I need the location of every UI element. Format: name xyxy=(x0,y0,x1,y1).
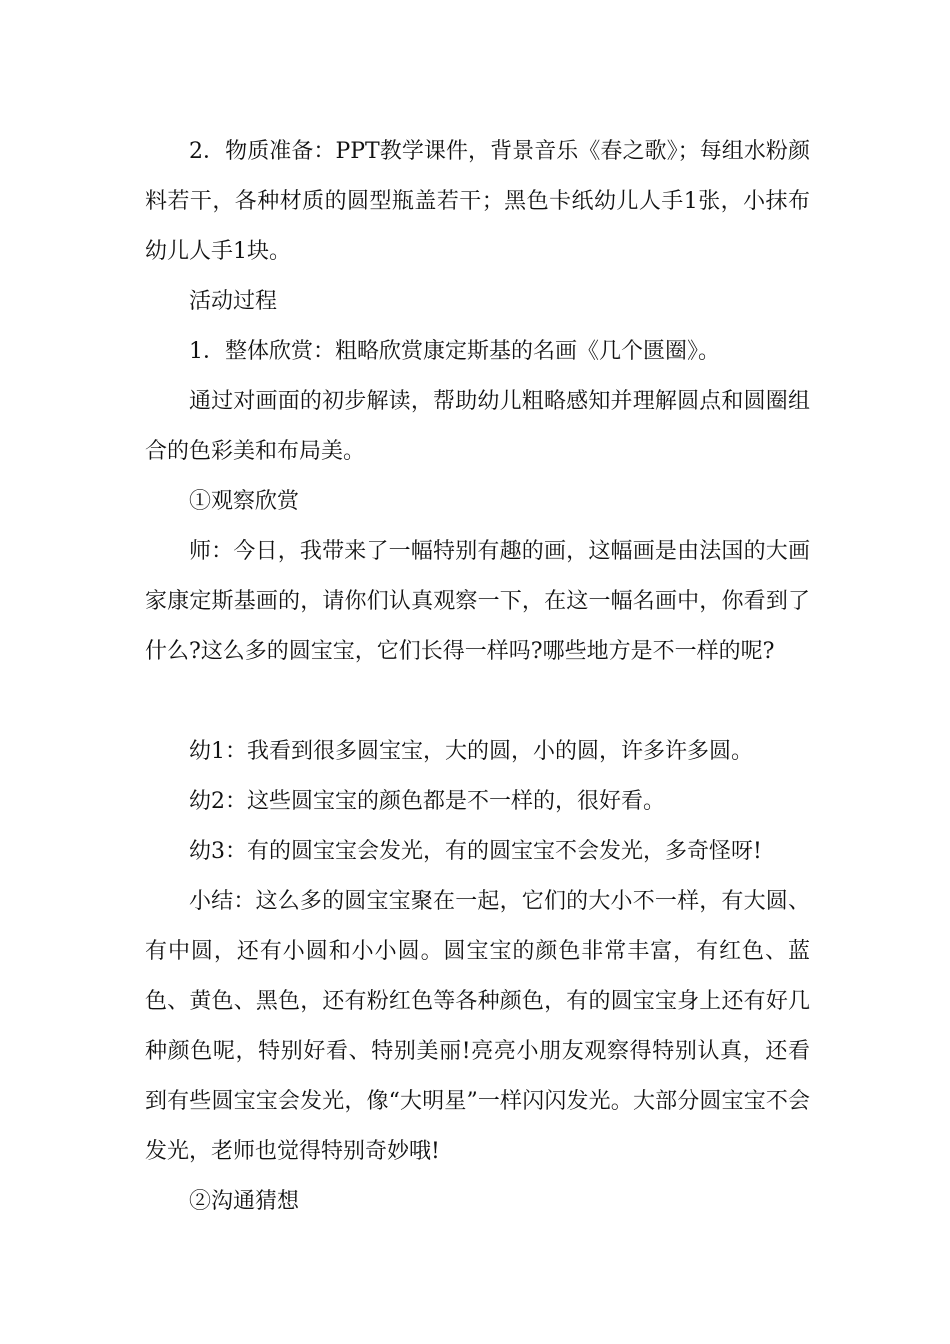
heading-observe-appreciate: ①观察欣赏 xyxy=(189,489,300,514)
paragraph-child-2: 幼2：这些圆宝宝的颜色都是不一样的，很好看。 xyxy=(189,789,665,814)
paragraph-summary: 小结：这么多的圆宝宝聚在一起，它们的大小不一样，有大圆、有中圆，还有小圆和小小圆。圆宝宝的颜色非常丰富，有红色、蓝色、黄色、黑色，还有粉红色等各种颜色，有的圆宝宝身上还有好几种颜色呢，特别好看、特别美丽!亮亮小朋友观察得特别认真，还看到有些圆宝宝会发光，像“大明星”一样闪闪发光。大部分圆宝宝不会发光，老师也觉得特别奇妙哦! xyxy=(145,889,810,1164)
paragraph-child-1: 幼1：我看到很多圆宝宝，大的圆，小的圆，许多许多圆。 xyxy=(189,739,753,764)
paragraph-overall-appreciation: 1．整体欣赏：粗略欣赏康定斯基的名画《几个匮圈》。 xyxy=(189,339,720,364)
heading-communicate-guess: ②沟通猜想 xyxy=(189,1189,300,1214)
paragraph-interpretation: 通过对画面的初步解读，帮助幼儿粗略感知并理解圆点和圆圈组合的色彩美和布局美。 xyxy=(145,389,810,464)
heading-activity-process: 活动过程 xyxy=(189,289,278,314)
paragraph-child-3: 幼3：有的圆宝宝会发光，有的圆宝宝不会发光，多奇怪呀! xyxy=(189,839,762,864)
paragraph-material-preparation: 2．物质准备：PPT教学课件，背景音乐《春之歌》；每组水粉颜料若干，各种材质的圆型瓶盖若干；黑色卡纸幼儿人手1张，小抹布幼儿人手1块。 xyxy=(145,139,810,264)
paragraph-teacher-question: 师：今日，我带来了一幅特别有趣的画，这幅画是由法国的大画家康定斯基画的，请你们认真观察一下，在这一幅名画中，你看到了什么?这么多的圆宝宝，它们长得一样吗?哪些地方是不一样的呢? xyxy=(145,539,810,664)
